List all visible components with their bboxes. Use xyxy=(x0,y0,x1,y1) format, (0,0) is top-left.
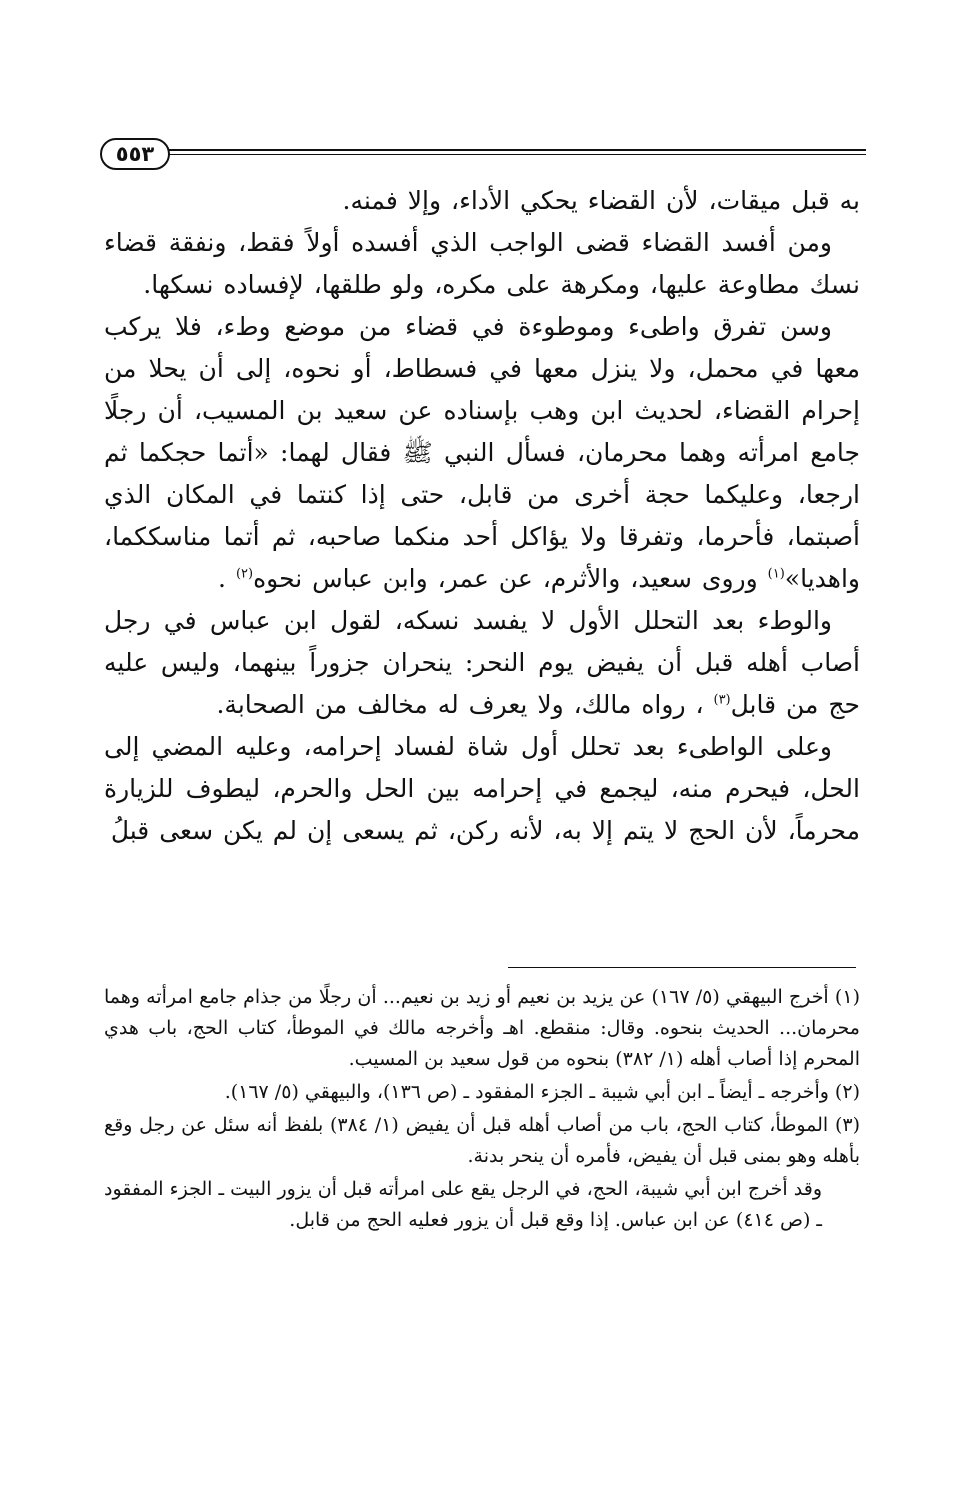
footnote-ref-2: (٢) xyxy=(235,566,254,582)
paragraph-4-text: والوطء بعد التحلل الأول لا يفسد نسكه، لقول ابن عباس في رجل أصاب أهله قبل أن يفيض يوم النحر: ينحران جزوراً بينهما، وليس عليه حج من قابل xyxy=(104,606,860,719)
paragraph-4 xyxy=(104,600,860,726)
footnote-2: (٢) وأخرجه ـ أيضاً ـ ابن أبي شيبة ـ الجزء المفقود ـ (ص ١٣٦)، والبيهقي (٥/ ١٦٧). xyxy=(224,1081,860,1103)
footnotes xyxy=(104,982,860,1238)
footnote-separator-line xyxy=(508,967,856,968)
footnote-3-continuation: وقد أخرج ابن أبي شيبة، الحج، في الرجل يقع على امرأته قبل أن يزور البيت ـ الجزء المفقود ـ (ص ٤١٤) عن ابن عباس. إذا وقع قبل أن يزور فعليه الحج من قابل. xyxy=(104,1178,822,1231)
paragraph-2-text: ومن أفسد القضاء قضى الواجب الذي أفسده أولاً فقط، ونفقة قضاء نسك مطاوعة عليها، ومكرهة على مكره، ولو طلقها، لإفساده نسكها. xyxy=(104,228,860,299)
paragraph-2 xyxy=(104,222,860,306)
paragraph-3 xyxy=(104,306,860,600)
paragraph-1 xyxy=(104,180,860,222)
paragraph-4-tail: ، رواه مالك، ولا يعرف له مخالف من الصحابة. xyxy=(216,690,704,719)
paragraph-5-text: وعلى الواطىء بعد تحلل أول شاة لفساد إحرامه، وعليه المضي إلى الحل، فيحرم منه، ليجمع في إحرامه بين الحل والحرم، ليطوف للزيارة محرماً، لأن الحج لا يتم إلا به، لأنه ركن، ثم يسعى إن لم يكن سعى قبلُ xyxy=(104,732,860,845)
paragraph-5 xyxy=(104,726,860,852)
page-header xyxy=(96,138,866,172)
main-text xyxy=(104,180,860,852)
paragraph-3-end: . xyxy=(218,564,226,593)
footnote-1: (١) أخرج البيهقي (٥/ ١٦٧) عن يزيد بن نعيم أو زيد بن نعيم... أن رجلًا من جذام جامع امرأته وهما محرمان... الحديث بنحوه. وقال: منقطع. اهـ وأخرجه مالك في الموطأ، كتاب الحج، باب هدي المحرم إذا أصاب أهله (١/ ٣٨٢) بنحوه من قول سعيد بن المسيب. xyxy=(104,986,860,1070)
page-number: ٥٥٣ xyxy=(100,138,170,170)
paragraph-1-text: به قبل ميقات، لأن القضاء يحكي الأداء، وإلا فمنه. xyxy=(342,186,860,215)
paragraph-3-text: وسن تفرق واطىء وموطوءة في قضاء من موضع وطء، فلا يركب معها في محمل، ولا ينزل معها في فسطاط، أو نحوه، إلى أن يحلا من إحرام القضاء، لحديث ابن وهب بإسناده عن سعيد بن المسيب، أن رجلًا جامع امرأته وهما محرمان، فسأل النبي ﷺ فقال لهما: «أتما حجكما ثم ارجعا، وعليكما حجة أخرى من قابل، حتى إذا كنتما في المكان الذي أصبتما، فأحرما، وتفرقا ولا يؤاكل أحد منكما صاحبه، ثم أتما مناسككما، واهديا» xyxy=(104,312,860,593)
footnote-ref-3: (٣) xyxy=(713,692,731,708)
header-rule-thin xyxy=(162,154,866,155)
footnote-ref-1: (١) xyxy=(767,566,785,582)
paragraph-3-tail: وروى سعيد، والأثرم، عن عمر، وابن عباس نحوه xyxy=(253,564,758,593)
footnote-3: (٣) الموطأ، كتاب الحج، باب من أصاب أهله قبل أن يفيض (١/ ٣٨٤) بلفظ أنه سئل عن رجل وقع بأهله وهو بمنى قبل أن يفيض، فأمره أن ينحر بدنة. xyxy=(104,1114,860,1167)
header-rule-thick xyxy=(162,149,866,151)
